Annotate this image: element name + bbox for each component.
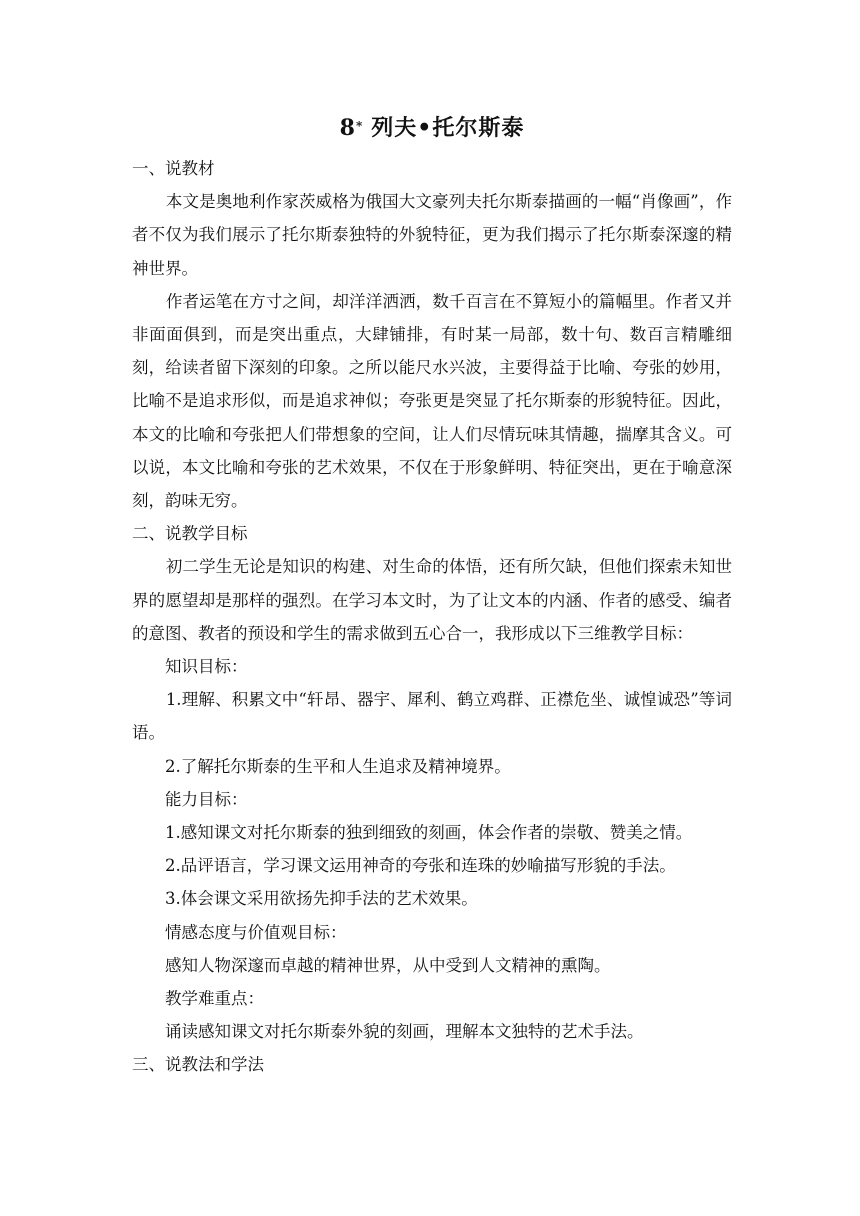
knowledge-goal-2: 2.了解托尔斯泰的生平和人生追求及精神境界。 [165,756,511,776]
emotion-goal-1: 感知人物深邃而卓越的精神世界，从中受到人文精神的熏陶。 [165,955,611,975]
key-difficulty-1: 诵读感知课文对托尔斯泰外貌的刻画，理解本文独特的艺术手法。 [165,1022,644,1042]
label-ability-goals: 能力目标： [165,789,248,809]
label-key-difficulties: 教学难重点： [165,989,264,1009]
page-title [132,110,732,146]
paragraph-textbook-intro: 本文是奥地利作家茨威格为俄国大文豪列夫托尔斯泰描画的一幅“肖像画”，作者不仅为我们展示了托尔斯泰独特的外貌特征，更为我们揭示了托尔斯泰深邃的精神世界。 [132,192,732,278]
lesson-star-mark: * [355,119,364,133]
section-heading-goals: 二、说教学目标 [132,524,248,544]
knowledge-goal-1: 1.理解、积累文中“轩昂、器宇、犀利、鹤立鸡群、正襟危坐、诚惶诚恐”等词语。 [132,690,732,743]
ability-goal-2: 2.品评语言，学习课文运用神奇的夸张和连珠的妙喻描写形貌的手法。 [165,856,676,876]
label-knowledge-goals: 知识目标： [165,657,248,677]
document-page [132,110,732,1082]
lesson-number: 8 [339,115,356,141]
section-heading-methods: 三、说教法和学法 [132,1055,264,1075]
label-emotion-goals: 情感态度与价值观目标： [165,922,347,942]
paragraph-textbook-analysis: 作者运笔在方寸之间，却洋洋洒洒，数千百言在不算短小的篇幅里。作者又并非面面俱到，而是突出重点，大肆铺排，有时某一局部，数十句、数百言精雕细刻，给读者留下深刻的印象。之所以能尺水兴波，主要得益于比喻、夸张的妙用，比喻不是追求形似，而是追求神似；夸张更是突显了托尔斯泰的形貌特征。因此，本文的比喻和夸张把人们带想象的空间，让人们尽情玩味其情趣，揣摩其含义。可以说，本文比喻和夸张的艺术效果，不仅在于形象鲜明、特征突出，更在于喻意深刻，韵味无穷。 [132,291,732,511]
title-text: 列夫•托尔斯泰 [371,115,525,141]
section-heading-textbook: 一、说教材 [132,159,215,178]
ability-goal-3: 3.体会课文采用欲扬先抑手法的艺术效果。 [165,889,478,909]
paragraph-goals-intro: 初二学生无论是知识的构建、对生命的体悟，还有所欠缺，但他们探索未知世界的愿望却是那样的强烈。在学习本文时，为了让文本的内涵、作者的感受、编者的意图、教者的预设和学生的需求做到五心合一，我形成以下三维教学目标： [132,557,732,643]
ability-goal-1: 1.感知课文对托尔斯泰的独到细致的刻画，体会作者的崇敬、赞美之情。 [165,823,693,843]
